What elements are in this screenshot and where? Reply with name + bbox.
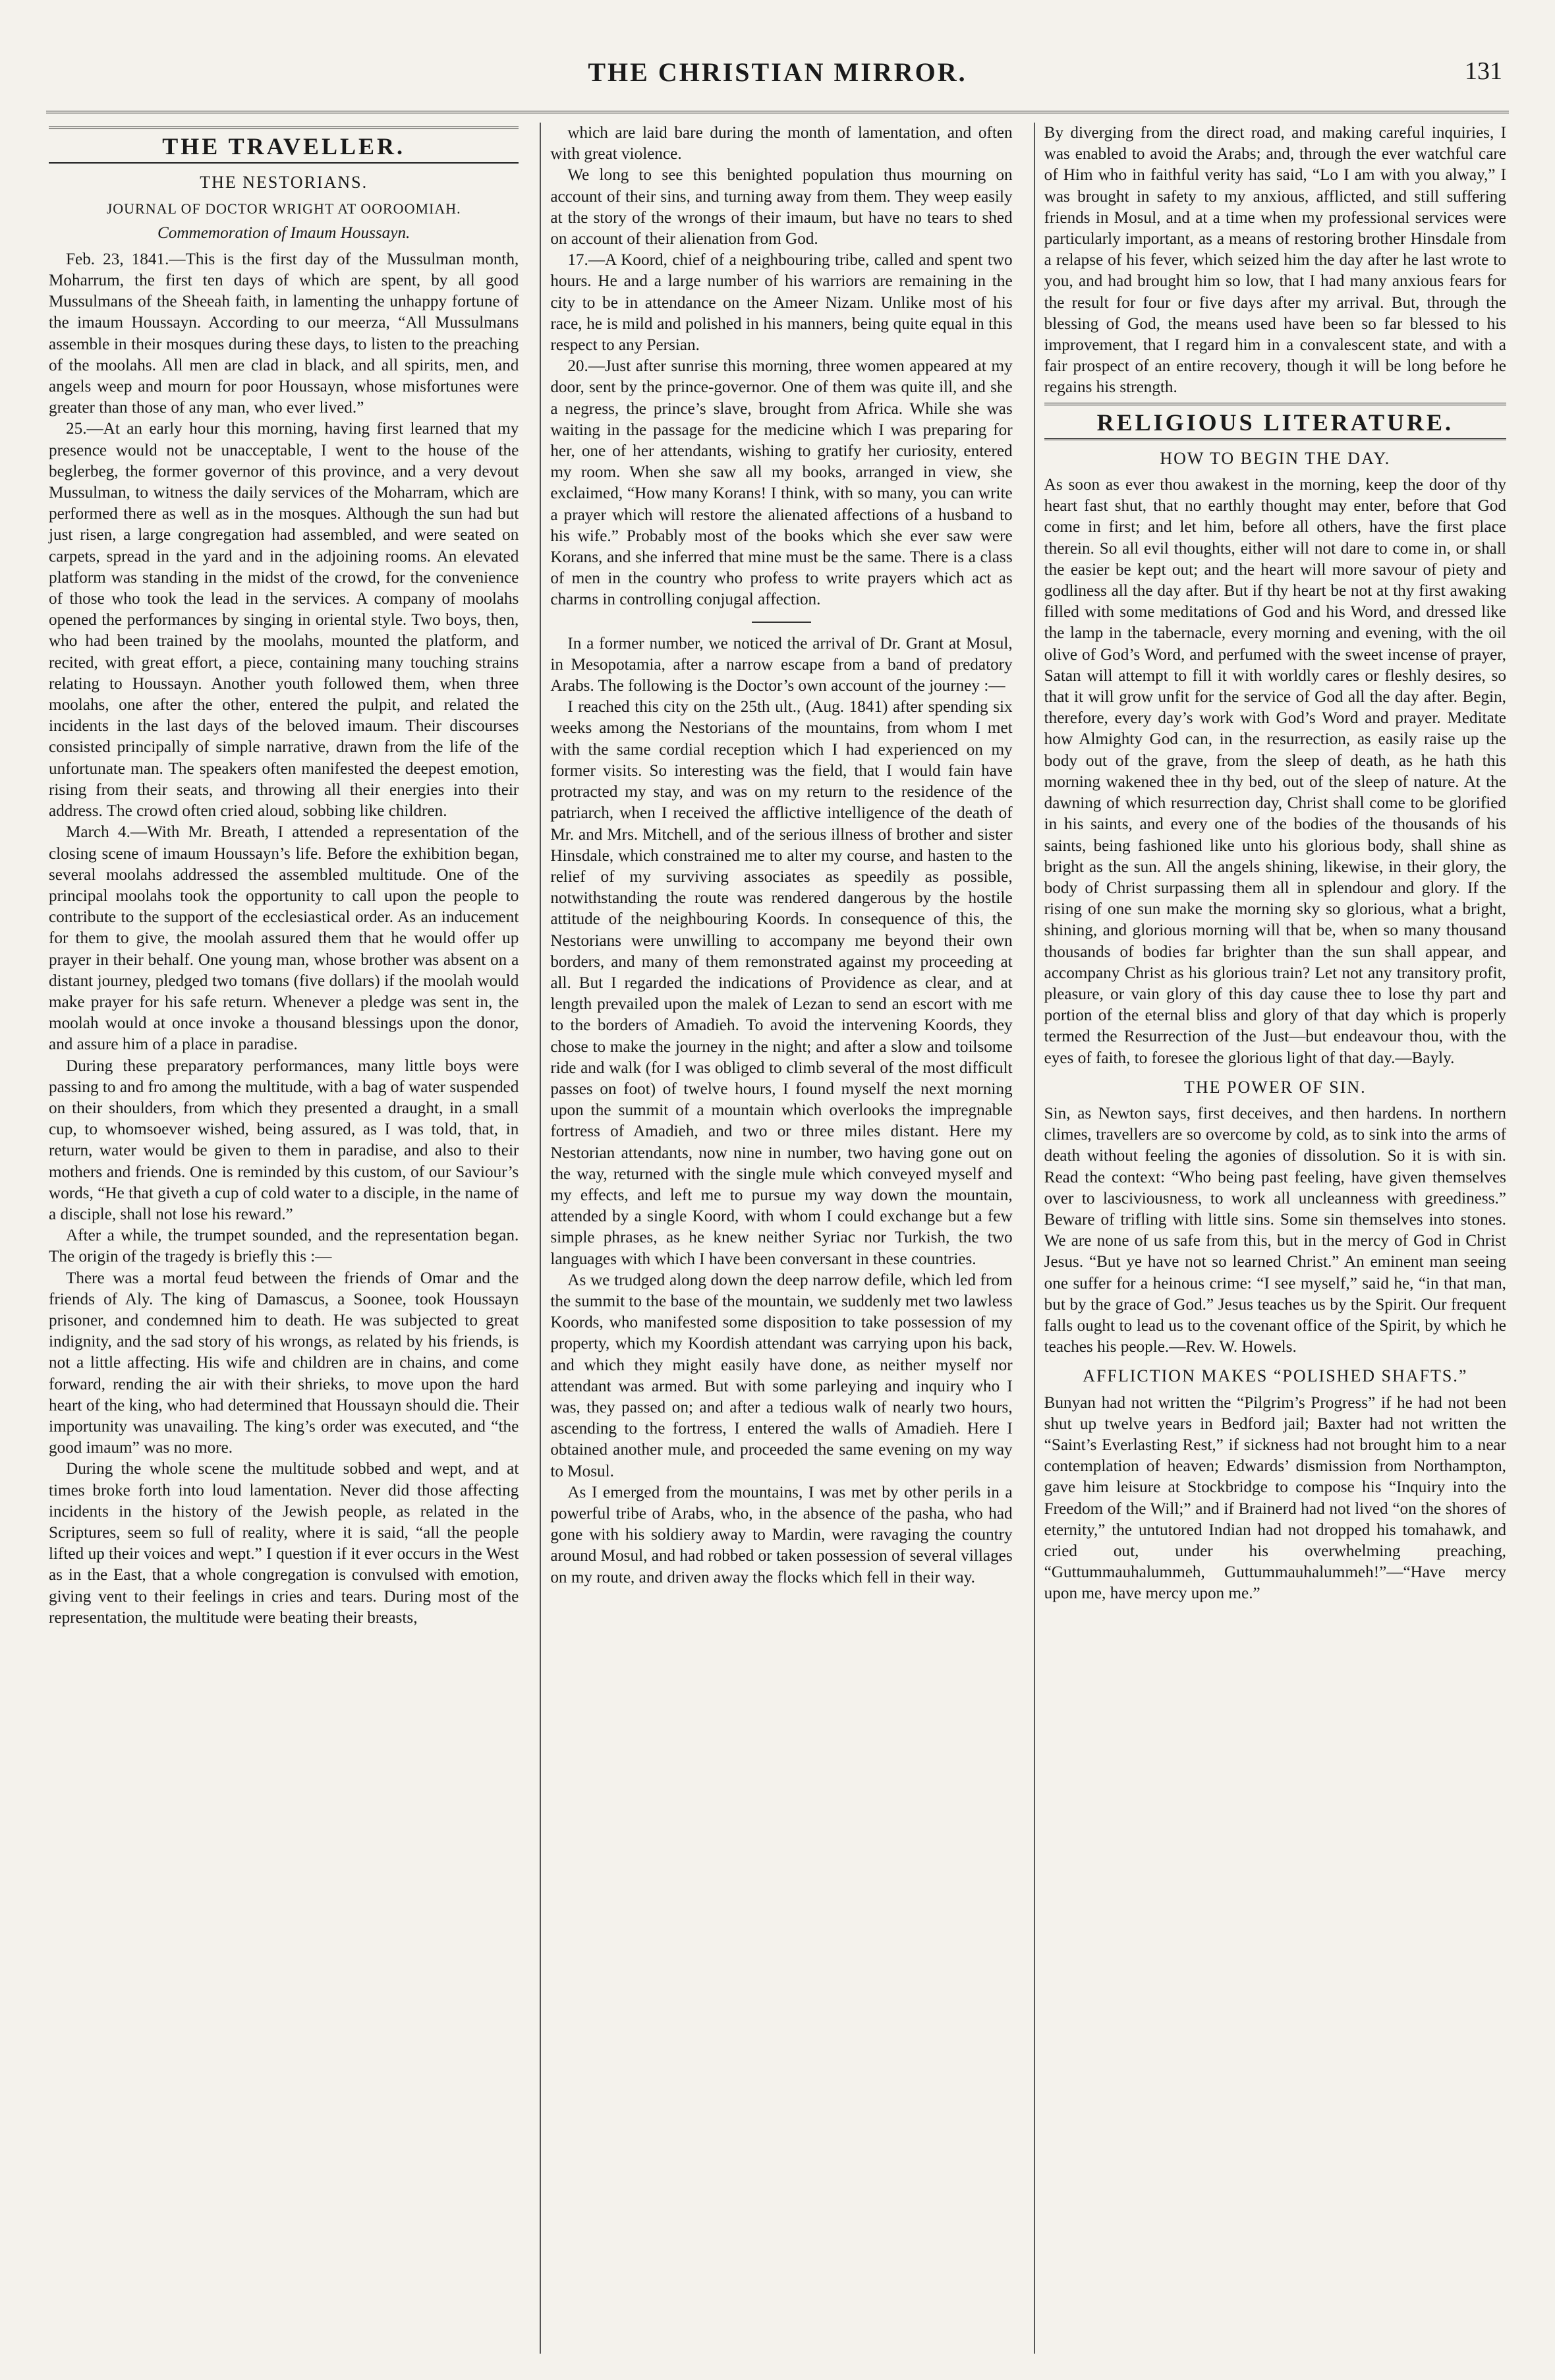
- paragraph: In a former number, we noticed the arrival of Dr. Grant at Mosul, in Mesopotamia, after a narrow escape from a band of predatory Arabs. The following is the Doctor’s own account of the journey :—: [550, 634, 1013, 695]
- masthead-title: THE CHRISTIAN MIRROR.: [588, 57, 967, 87]
- column-2-body-a: [550, 123, 1012, 611]
- paragraph: As soon as ever thou awakest in the morning, keep the door of thy heart fast shut, that no earthly thought may enter, before that God come in first; and let him, before all others, have the first place therein. So all evil thoughts, either will not dare to come in, or shall the easier be kept out; and the heart will more savour of piety and godliness all the day after. But if thy heart be not at thy first awaking filled with some meditations of God and his Word, and dressed like the lamp in the tabernacle, every morning and evening, with the oil olive of God’s Word, and perfumed with the sweet incense of prayer, Satan will attempt to fill it with worldly cares or fleshly desires, so that it will grow unfit for the service of God all the day after. Begin, therefore, every day’s work with God’s Word and prayer. Meditate how Almighty God can, in the resurrection, as easily raise up the body out of the grave, from the sleep of death, as he hath this morning wakened thee in thy bed, out of the sleep of nature. At the dawning of which resurrection day, Christ shall come to be glorified in his saints, and every one of the bodies of the thousands of his saints, being fashioned like unto his glorious body, shall shine as bright as the sun. All the angels shining, likewise, in their glory, the body of Christ surpassing them all in splendour and glory. If the rising of one sun make the morning sky so glorious, what a bright, shining, and glorious morning will that be, when so many thousand thousands of bodies far brighter than the sun shall appear, and accompany Christ as his glorious train? Let not any transitory profit, pleasure, or vain glory of this day cause thee to lose thy part and portion of the eternal bliss and glory of that day which is properly termed the Resurrection of the Just—but endeavour thou, with the eyes of faith, to foresee the glorious light of that day.—Bayly.: [1044, 476, 1506, 1067]
- article-title-power-of-sin: THE POWER OF SIN.: [1183, 1077, 1367, 1097]
- paragraph: Feb. 23, 1841.—This is the first day of the Mussulman month, Moharrum, the first ten days of which are spent, by all good Mussulmans of the Sheeah faith, in lamenting the unhappy fortune of the imaum Houssayn. According to our meerza, “All Mussulmans assemble in their mosques during these days, to listen to the preaching of the moolahs. All men are clad in black, and all spirits, men, and angels weep and mourn for poor Houssayn, whose misfortunes were greater than those of any man, who ever lived.”: [49, 250, 519, 417]
- page-number: 131: [1465, 57, 1502, 85]
- column-2-intro: [550, 633, 1012, 697]
- paragraph: 25.—At an early hour this morning, having first learned that my presence would not be unacceptable, I went to the house of the beglerbeg, the former governor of this province, and a very devout Mussulman, to witness the daily services of the Moharram, which are performed there as well as in the mosques. Although the sun had but just risen, a large congregation had assembled, and were seated on carpets, spread in the yard and in the adjoining rooms. An elevated platform was standing in the midst of the crowd, for the convenience of those who took the lead in the services. A company of moolahs opened the performances by singing in oriental style. Two boys, then, who had been trained by the moolahs, mounted the platform, and recited, with great effort, a piece, containing many touching strains relating to Houssayn. Another youth followed them, when three moolahs, one after the other, entered the pulpit, and related the incidents in the last days of the beloved imaum. Their discourses consisted principally of simple narrative, drawn from the life of the unfortunate man. The speakers often manifested the deepest emotion, rising from their seats, and throwing all their energies into their address. The crowd often cried aloud, sobbing like children.: [49, 420, 519, 821]
- column-1-body: [49, 249, 519, 1629]
- article-affliction-body: [1044, 1393, 1506, 1605]
- paragraph: which are laid bare during the month of lamentation, and often with great violence.: [550, 124, 1013, 163]
- article-title-affliction: AFFLICTION MAKES “POLISHED SHAFTS.”: [1083, 1366, 1468, 1386]
- column-2: [540, 123, 1015, 2354]
- paragraph: As I emerged from the mountains, I was met by other perils in a powerful tribe of Arabs, who, in the absence of the pasha, who had gone with his soldiery away to Mardin, were ravaging the country around Mosul, and had robbed or taken possession of several villages on my route, and driven away the flocks which fell in their way.: [550, 1483, 1013, 1586]
- column-3-body-a: [1044, 123, 1506, 399]
- commemoration-heading: Commemoration of Imaum Houssayn.: [157, 223, 410, 242]
- column-3: [1034, 123, 1509, 2354]
- article-title: THE NESTORIANS.: [200, 173, 368, 192]
- paragraph: Bunyan had not written the “Pilgrim’s Progress” if he had not been shut up twelve years in Bedford jail; Baxter had not written the “Saint’s Everlasting Rest,” if sickness had not brought him to a near contemplation of heaven; Edwards’ dismission from Northampton, gave him leisure at Stockbridge to compose his “Inquiry into the Freedom of the Will;” and if Brainerd had not lived “on the shores of eternity,” the untutored Indian had not dropped his tomahawk, and cried out, under his overwhelming preaching, “Guttummauhalummeh, Guttummauhalummeh!”—“Have mercy upon me, have mercy upon me.”: [1044, 1393, 1506, 1603]
- paragraph: Sin, as Newton says, first deceives, and then hardens. In northern climes, travellers are so overcome by cold, as to sink into the arms of death without feeling the agonies of dissolution. So it is with sin. Read the context: “Who being past feeling, have given themselves over to lasciviousness, to work all uncleanness with greediness.” Beware of trifling with little sins. Some sin themselves into stones. We are none of us safe from this, but in the mercy of God in Christ Jesus. “But ye have not so learned Christ.” An eminent man seeing one suffer for a heinous crime: “I see myself,” said he, “in that man, but by the grace of God.” Jesus teaches us by the Spirit. Our frequent falls ought to lead us to the covenant office of the Spirit, by which he teaches his people.—Rev. W. Howels.: [1044, 1104, 1506, 1356]
- paragraph: 20.—Just after sunrise this morning, three women appeared at my door, sent by the prince-governor. One of them was quite ill, and she a negress, the prince’s slave, brought from Africa. While she was waiting in the passage for the medicine which I was preparing for her, one of her attendants, wishing to gratify her curiosity, entered my room. When she saw all my books, arranged in view, she exclaimed, “How many Korans! I think, with so many, you can write a prayer which will restore the alienated affections of a husband to his wife.” Probably most of the books which she ever saw were Korans, and she inferred that mine must be the same. There is a class of men in the country who profess to write prayers which act as charms in controlling conjugal affection.: [550, 357, 1013, 609]
- paragraph: As we trudged along down the deep narrow defile, which led from the summit to the base of the mountain, we suddenly met two lawless Koords, who manifested some disposition to take possession of my property, which my Koordish attendant was carrying upon his back, and which they might easily have done, as neither myself nor attendant was armed. But with some parleying and inquiry who I was, they passed on; and after a tedious walk of nearly two hours, ascending to the fortress, I entered the walls of Amadieh. Here I obtained another mule, and proceeded the same evening on my way to Mosul.: [550, 1271, 1013, 1480]
- paragraph: After a while, the trumpet sounded, and the representation began. The origin of the tragedy is briefly this :—: [49, 1227, 519, 1266]
- section-heading: THE TRAVELLER.: [49, 127, 519, 164]
- column-2-body-b: [550, 697, 1012, 1588]
- columns: [46, 123, 1509, 2354]
- paragraph: There was a mortal feud between the friends of Omar and the friends of Aly. The king of Damascus, a Soonee, took Houssayn prisoner, and condemned him to death. He was subjected to great indignity, and the sad story of his wrongs, as related by his friends, is not a little affecting. His wife and children are in chains, and come forward, rending the air with their shrieks, to move upon the hard heart of the king, who had determined that Houssayn should die. Their importunity was unavailing. The king’s order was executed, and “the good imaum” was no more.: [49, 1269, 519, 1457]
- section-heading-religious: RELIGIOUS LITERATURE.: [1044, 403, 1506, 440]
- header-rule: [46, 111, 1509, 113]
- journal-line: JOURNAL OF DOCTOR WRIGHT AT OOROOMIAH.: [106, 200, 461, 218]
- paragraph: During the whole scene the multitude sobbed and wept, and at times broke forth into loud lamentation. Never did those affecting incidents in the history of the Jewish people, as related in the Scriptures, seem so full of reality, where it is said, “all the people lifted up their voices and wept.” I question if it ever occurs in the West as in the East, that a whole congregation is convulsed with emotion, giving vent to their feelings in cries and tears. During most of the representation, the multitude were beating their breasts,: [49, 1460, 519, 1627]
- paragraph: By diverging from the direct road, and making careful inquiries, I was enabled to avoid the Arabs; and, through the ever watchful care of Him who in faithful verity has said, “Lo I am with you alway,” I was brought in safety to my anxious, afflicted, and still suffering friends in Mosul, and at a time when my professional services were particularly important, as a means of restoring brother Hinsdale from a relapse of his fever, which seized him the day after he last wrote to you, and had brought him so low, that I had many anxious fears for the result for four or five days after my arrival. But, through the blessing of God, the means used have been so far blessed to his improvement, that I regard him in a convalescent state, and with a fair prospect of an entire recovery, though it will be long before he regains his strength.: [1044, 124, 1506, 397]
- column-1: [46, 123, 521, 2354]
- paragraph: 17.—A Koord, chief of a neighbouring tribe, called and spent two hours. He and a large number of his warriors are remaining in the city to be in attendance on the Ameer Nizam. Unlike most of his race, he is mild and polished in his manners, being quite equal in this respect to any Persian.: [550, 251, 1013, 355]
- paragraph: I reached this city on the 25th ult., (Aug. 1841) after spending six weeks among the Nestorians of the mountains, from whom I met with the same cordial reception which I had experienced on my former visits. So interesting was the field, that I would fain have protracted my stay, and was on my return to the residence of the patriarch, when I received the afflictive intelligence of the death of Mr. and Mrs. Mitchell, and of the serious illness of brother and sister Hinsdale, which constrained me to alter my course, and hasten to the relief of my surviving associates as speedily as possible, notwithstanding the route was rendered dangerous by the hostile attitude of the neighbouring Koords. In consequence of this, the Nestorians were unwilling to accompany me beyond their own borders, and many of them remonstrated against my proceeding at all. But I regarded the indications of Providence as clear, and at length prevailed upon the malek of Lezan to send an escort with me to the borders of Amadieh. To avoid the intervening Koords, they chose to make the journey in the night; and after a slow and toilsome ride and walk (for I was obliged to climb several of the most difficult passes on foot) of twelve hours, I found myself the next morning upon the summit of a mountain which overlooks the impregnable fortress of Amadieh, and two or three miles distant. Here my Nestorian attendants, now nine in number, two having gone out on the way, returned with the single mule which conveyed myself and my effects, and left me to pursue my way down the mountain, attended by a single Koord, with whom I could exchange but a few simple phrases, as he knew neither Syriac nor Turkish, the two languages with which I have been conversant in these countries.: [550, 698, 1013, 1268]
- running-head: [46, 46, 1509, 92]
- paragraph: We long to see this benighted population thus mourning on account of their sins, and turning away from them. They weep easily at the story of the wrongs of their imaum, but have no tears to shed on account of their alienation from God.: [550, 166, 1013, 248]
- article-title-begin-day: HOW TO BEGIN THE DAY.: [1160, 448, 1391, 468]
- article-begin-day-body: [1044, 475, 1506, 1069]
- separator-rule: [752, 622, 811, 623]
- paragraph: March 4.—With Mr. Breath, I attended a representation of the closing scene of imaum Houssayn’s life. Before the exhibition began, several moolahs addressed the assembled multitude. One of the principal moolahs took the opportunity to call upon the people to contribute to the support of the ecclesiastical order. As an inducement for them to give, the moolah assured them that he would offer up prayer in their behalf. One young man, whose brother was absent on a distant journey, pledged two tomans (five dollars) if the moolah would make prayer for his safe return. Whenever a pledge was sent in, the moolah would at once invoke a thousand blessings upon the donor, and assure him of a place in paradise.: [49, 823, 519, 1054]
- article-power-of-sin-body: [1044, 1103, 1506, 1358]
- paragraph: During these preparatory performances, many little boys were passing to and fro among the multitude, with a bag of water suspended on their shoulders, from which they presented a draught, in a small cup, to whomsoever wished, being assured, as I was told, that, in return, water would be given to them in paradise, and also to their mothers and friends. One is reminded by this custom, of our Saviour’s words, “He that giveth a cup of cold water to a disciple, in the name of a disciple, shall not lose his reward.”: [49, 1057, 519, 1223]
